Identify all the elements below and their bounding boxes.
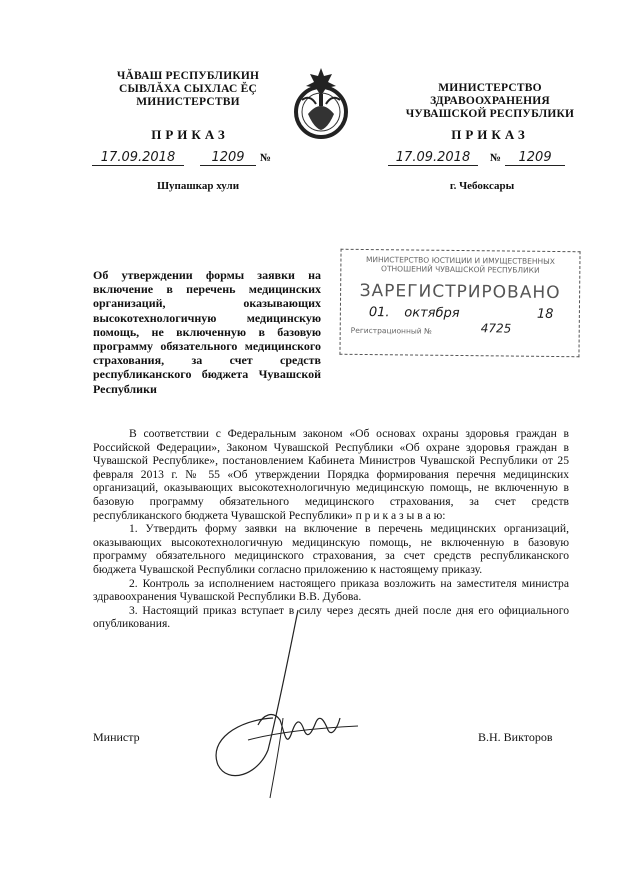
signature-position: Министр (93, 730, 140, 744)
body-item-3: 3. Настоящий приказ вступает в силу через десять дней после дня его официального опубликования. (93, 603, 569, 631)
emblem-icon (288, 58, 354, 142)
header-right-line: ЧУВАШСКОЙ РЕСПУБЛИКИ (405, 108, 575, 120)
body-preamble: В соответствии с Федеральным законом «Об основах охраны здоровья граждан в Российской Федерации», Законом Чувашской Республики «Об охране здоровья граждан в Чувашской Республике», постановлением Кабинета Министров Чувашской Республики от 25 февраля 2013 г. № 55 «Об утверждении Порядка формирования перечня медицинских организаций, оказывающих высокотехнологичную медицинскую помощь, не включенную в базовую программу обязательного медицинского страхования, за счет средств республиканского бюджета Чувашской Республики» п р и к а з ы в а ю: (93, 427, 569, 522)
right-date: 17.09.2018 (388, 150, 478, 166)
stamp-registered: ЗАРЕГИСТРИРОВАНО (359, 280, 561, 304)
header-right-line: ЗДРАВООХРАНЕНИЯ (430, 95, 550, 107)
handwritten-signature (188, 600, 378, 800)
header-right-line: МИНИСТЕРСТВО (438, 82, 542, 94)
stamp-line: ОТНОШЕНИЙ ЧУВАШСКОЙ РЕСПУБЛИКИ (381, 264, 540, 275)
header-right-block (380, 82, 600, 121)
city-right: г. Чебоксары (449, 180, 515, 192)
prikaz-left: ПРИКАЗ (151, 127, 229, 142)
prikaz-right: ПРИКАЗ (451, 127, 529, 142)
signature-name: В.Н. Викторов (478, 730, 553, 744)
left-number-sign: № (260, 152, 272, 164)
registration-stamp (339, 249, 580, 358)
header-left-line: ЧĂВАШ РЕСПУБЛИКИН (116, 70, 260, 82)
header-left-line: СЫВЛĂХА СЫХЛАС ĔÇ (119, 83, 257, 95)
left-date-line (92, 148, 302, 168)
stamp-date-month: октября (404, 305, 460, 321)
header-left-block (78, 70, 298, 109)
left-number: 1209 (200, 150, 256, 166)
document-title: Об утверждении формы заявки на включение в перечень медицинских организаций, оказывающих высокотехнологичную медицинскую помощь, не включенную в базовую программу обязательного медицинского страхования, за счет средств республиканского бюджета Чувашской Республики (93, 268, 321, 396)
city-left: Шупашкар хули (156, 180, 240, 192)
stamp-line: МИНИСТЕРСТВО ЮСТИЦИИ И ИМУЩЕСТВЕННЫХ (365, 255, 555, 266)
header-left-line: МИНИСТЕРСТВИ (136, 96, 240, 108)
stamp-reg-number: 4725 (480, 321, 512, 336)
left-date: 17.09.2018 (92, 150, 184, 166)
right-date-line (388, 148, 598, 168)
right-number-sign: № (490, 152, 502, 164)
body-item-1: 1. Утвердить форму заявки на включение в перечень медицинских организаций, оказывающих высокотехнологичную медицинскую помощь, не включенную в базовую программу обязательного медицинского страхования, за счет средств республиканского бюджета Чувашской Республики согласно приложению к настоящему приказу. (93, 522, 569, 576)
body-item-2: 2. Контроль за исполнением настоящего приказа возложить на заместителя министра здравоохранения Чувашской Республики В.В. Дубова. (93, 576, 569, 604)
stamp-date-year: 18 (536, 306, 554, 322)
stamp-reg-label: Регистрационный № (350, 325, 432, 336)
right-number: 1209 (505, 150, 565, 166)
stamp-date-day: 01. (368, 305, 390, 321)
